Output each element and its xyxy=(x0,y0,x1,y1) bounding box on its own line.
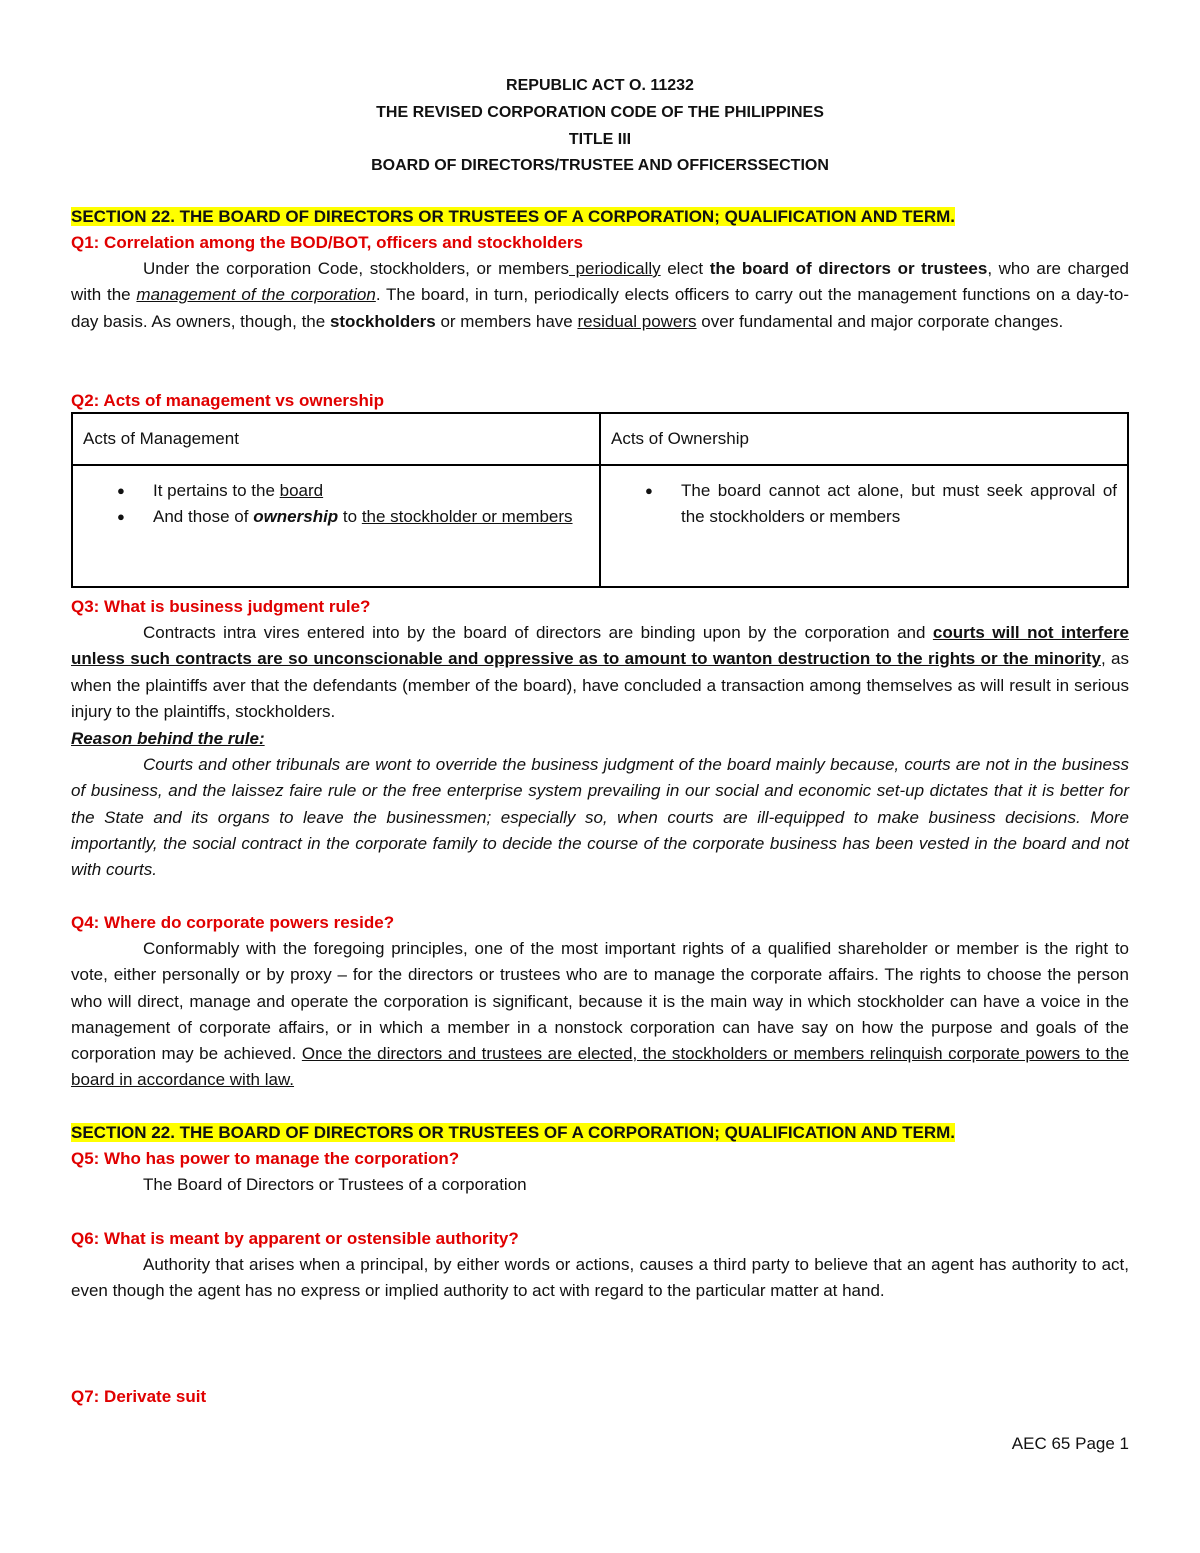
acts-comparison-table xyxy=(71,412,1129,588)
section-heading-1: SECTION 22. THE BOARD OF DIRECTORS OR TRUSTEES OF A CORPORATION; QUALIFICATION AND TERM. xyxy=(71,207,956,226)
q6-title: Q6: What is meant by apparent or ostensible authority? xyxy=(71,1229,519,1248)
q2-title: Q2: Acts of management vs ownership xyxy=(71,391,384,410)
table-cell-ownership xyxy=(600,465,1128,587)
q3-answer: Contracts intra vires entered into by the board of directors are binding upon by the corporation and courts will not interfere unless such contracts are so unconscionable and oppressive as to amount to wanton destruction to the rights or the minority, as when the plaintiffs aver that the defendants (member of the board), have concluded a transaction among themselves as will result in serious injury to the plaintiffs, stockholders. xyxy=(71,623,1130,721)
list-item: ● And those of ownership to the stockholder or members xyxy=(153,504,589,530)
q3-reason: Courts and other tribunals are wont to override the business judgment of the board mainly because, courts are not in the business of business, and the laissez faire rule or the free enterprise system prevailing in our social and economic set-up dictates that it is better for the State and its organs to leave the businessmen; especially so, when courts are ill-equipped to make business decisions. More importantly, the social contract in the corporate family to decide the course of the corporate business has been vested in the board and not with courts. xyxy=(71,755,1129,880)
q6-answer: Authority that arises when a principal, by either words or actions, causes a third party to believe that an agent has authority to act, even though the agent has no express or implied authority to act with regard to the particular matter at hand. xyxy=(71,1255,1129,1301)
list-item: ● It pertains to the board xyxy=(153,478,589,504)
q5-title: Q5: Who has power to manage the corporation? xyxy=(71,1149,460,1168)
table-header-ownership: Acts of Ownership xyxy=(600,413,1128,465)
q3-title: Q3: What is business judgment rule? xyxy=(71,597,371,616)
section-heading-2: SECTION 22. THE BOARD OF DIRECTORS OR TRUSTEES OF A CORPORATION; QUALIFICATION AND TERM. xyxy=(71,1123,956,1142)
q4-answer: Conformably with the foregoing principles, one of the most important rights of a qualified shareholder or member is the right to vote, either personally or by proxy – for the directors or trustees who are to manage the corporate affairs. The rights to choose the person who will direct, manage and operate the corporation is significant, because it is the main way in which stockholder can have a voice in the management of corporate affairs, or in which a member in a nonstock corporation can have say on how the purpose and goals of the corporation may be achieved. Once the directors and trustees are elected, the stockholders or members relinquish corporate powers to the board in accordance with law. xyxy=(71,939,1129,1090)
header-title-name: BOARD OF DIRECTORS/TRUSTEE AND OFFICERSSECTION xyxy=(371,157,829,174)
q7-title: Q7: Derivate suit xyxy=(71,1387,207,1406)
q4-title: Q4: Where do corporate powers reside? xyxy=(71,913,395,932)
list-item: ● The board cannot act alone, but must seek approval of the stockholders or members xyxy=(681,478,1117,530)
table-header-management: Acts of Management xyxy=(72,413,600,465)
table-cell-management xyxy=(72,465,600,587)
header-code-title: THE REVISED CORPORATION CODE OF THE PHILIPPINES xyxy=(376,104,824,121)
header-title-number: TITLE III xyxy=(568,131,632,148)
q1-title: Q1: Correlation among the BOD/BOT, officers and stockholders xyxy=(71,233,583,252)
q3-reason-label: Reason behind the rule: xyxy=(71,729,265,748)
page-footer: AEC 65 Page 1 xyxy=(1011,1434,1129,1453)
q1-answer: Under the corporation Code, stockholders, or members periodically elect the board of directors or trustees, who are charged with the management of the corporation. The board, in turn, periodically elects officers to carry out the management functions on a day-to-day basis. As owners, though, the stockholders or members have residual powers over fundamental and major corporate changes. xyxy=(71,259,1130,331)
header-act-number: REPUBLIC ACT O. 11232 xyxy=(506,77,694,94)
q5-answer: The Board of Directors or Trustees of a corporation xyxy=(143,1175,527,1194)
